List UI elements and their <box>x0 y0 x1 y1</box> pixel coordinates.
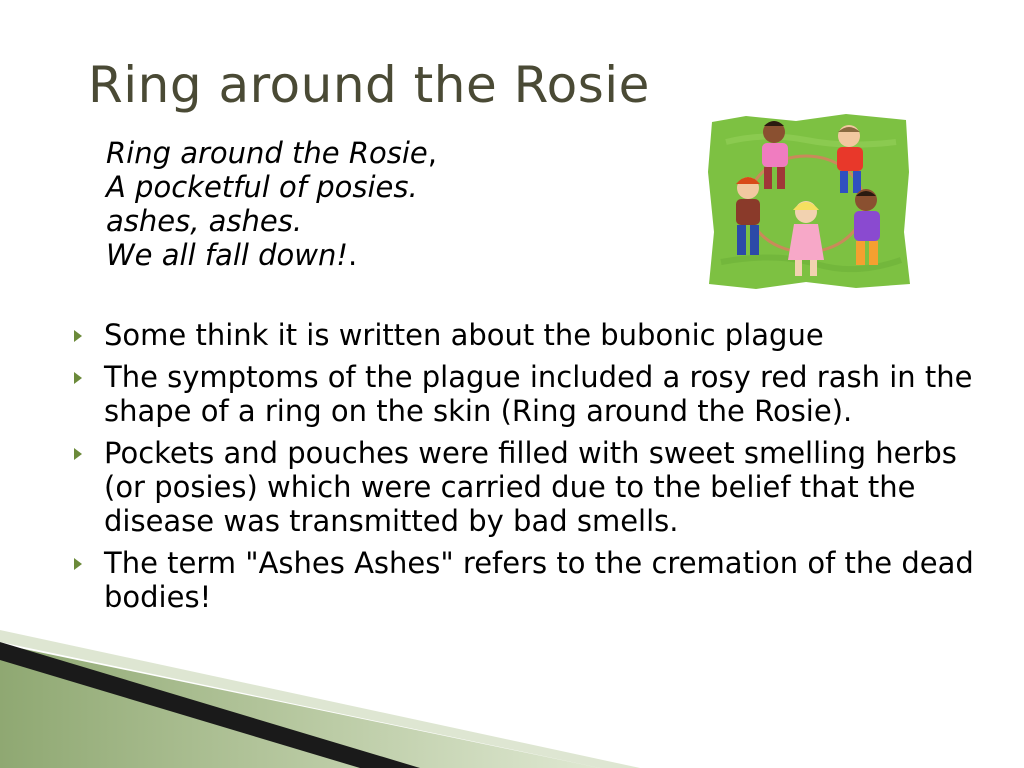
poem-line-1-text: Ring around the Rosie <box>106 136 428 170</box>
decorative-corner-stripe <box>0 630 1024 768</box>
bullet-text: The symptoms of the plague included a rosy red rash in the shape of a ring on the skin (Ring around the Rosie). <box>104 360 973 428</box>
slide-title: Ring around the Rosie <box>88 56 650 114</box>
bullet-text: The term "Ashes Ashes" refers to the cremation of the dead bodies! <box>104 546 974 614</box>
poem-line-1 <box>106 136 437 170</box>
bullet-list <box>72 318 977 622</box>
bullet-item <box>72 360 977 428</box>
bullet-text: Pockets and pouches were filled with sweet smelling herbs (or posies) which were carried due to the belief that the disease was transmitted by bad smells. <box>104 436 957 538</box>
bullet-arrow-icon <box>74 372 82 384</box>
poem-line-4 <box>106 238 437 272</box>
poem-line-3: ashes, ashes. <box>106 204 303 238</box>
poem-line-1-punct: , <box>427 136 437 170</box>
bullet-item <box>72 436 977 538</box>
poem-line-2: A pocketful of posies. <box>106 170 418 204</box>
bullet-text: Some think it is written about the bubonic plague <box>104 318 824 352</box>
bullet-item <box>72 318 977 352</box>
bullet-arrow-icon <box>74 330 82 342</box>
bullet-item <box>72 546 977 614</box>
poem-block <box>106 136 437 272</box>
children-circle-clipart-icon <box>706 112 912 290</box>
bullet-arrow-icon <box>74 558 82 570</box>
poem-line-4-punct: . <box>348 238 358 272</box>
poem-line-4-text: We all fall down! <box>106 238 349 272</box>
bullet-arrow-icon <box>74 448 82 460</box>
